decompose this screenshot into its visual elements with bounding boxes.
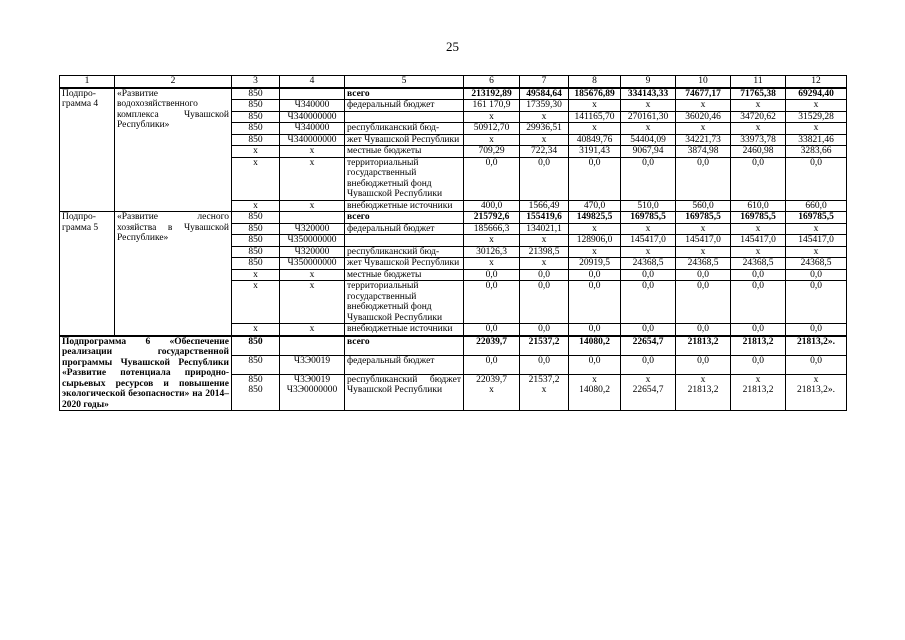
amount-cell: x [621, 246, 676, 258]
subprogram-number-line: Подпро- [62, 212, 96, 222]
column-number: 12 [786, 76, 847, 88]
grbs-code: 850 [232, 336, 280, 356]
funding-source [345, 111, 464, 123]
subprogram-number-line: Подпро- [62, 88, 96, 99]
amount-cell: 213192,89 [464, 88, 520, 100]
amount-cell: 3191,43 [569, 146, 621, 158]
funding-source: федеральный бюджет [345, 100, 464, 112]
amount-cell: 0,0 [621, 324, 676, 336]
amount-cell: 145417,0 [786, 235, 847, 247]
amount-cell: 0,0 [786, 281, 847, 324]
amount-cell: 334143,33 [621, 88, 676, 100]
budget-classification-code: Ч320000 [280, 246, 345, 258]
budget-classification-code: x [280, 157, 345, 200]
amount-cell: x [731, 246, 786, 258]
column-number-row [60, 76, 847, 88]
amount-cell: 71765,38 [731, 88, 786, 100]
amount-cell: x [569, 100, 621, 112]
amount-cell: 215792,6 [464, 212, 520, 224]
amount-cell: 30126,3 [464, 246, 520, 258]
amount-cell-line: 14080,2 [579, 385, 610, 396]
amount-cell: 0,0 [731, 269, 786, 281]
grbs-code: 850 [232, 123, 280, 135]
amount-cell: x [786, 100, 847, 112]
grbs-code: x [232, 157, 280, 200]
amount-cell: 36020,46 [676, 111, 731, 123]
amount-cell: x [569, 246, 621, 258]
amount-cell: x [464, 134, 520, 146]
amount-cell: 145417,0 [731, 235, 786, 247]
amount-cell: 40849,76 [569, 134, 621, 146]
amount-cell: x [520, 235, 569, 247]
amount-cell: x [786, 246, 847, 258]
amount-cell: 24368,5 [676, 258, 731, 270]
amount-cell: 722,34 [520, 146, 569, 158]
amount-cell-line: x [541, 385, 547, 396]
column-number: 8 [569, 76, 621, 88]
amount-cell: x [569, 223, 621, 235]
amount-cell: 21398,5 [520, 246, 569, 258]
amount-cell: 560,0 [676, 200, 731, 212]
amount-cell: 0,0 [569, 355, 621, 374]
amount-cell: 74677,17 [676, 88, 731, 100]
amount-cell: 128906,0 [569, 235, 621, 247]
column-number: 4 [280, 76, 345, 88]
funding-source: федеральный бюджет [345, 355, 464, 374]
budget-table-body [60, 76, 847, 411]
amount-cell: 1566,49 [520, 200, 569, 212]
amount-cell: 149825,5 [569, 212, 621, 224]
amount-cell: x [464, 258, 520, 270]
column-number: 2 [115, 76, 232, 88]
budget-classification-code: Ч320000 [280, 223, 345, 235]
amount-cell: 0,0 [786, 355, 847, 374]
amount-cell: 69294,40 [786, 88, 847, 100]
amount-cell: 33821,46 [786, 134, 847, 146]
amount-cell: x [676, 100, 731, 112]
amount-cell-line: x [813, 374, 819, 385]
amount-cell: 169785,5 [786, 212, 847, 224]
funding-source: местные бюджеты [345, 269, 464, 281]
amount-cell: 660,0 [786, 200, 847, 212]
amount-cell: 0,0 [786, 269, 847, 281]
amount-cell: 22039,7 [464, 336, 520, 356]
amount-cell [676, 374, 731, 410]
amount-cell: 2460,98 [731, 146, 786, 158]
amount-cell: 145417,0 [621, 235, 676, 247]
amount-cell: 0,0 [731, 157, 786, 200]
subprogram-title: «Развитие лесного хозяйства в Чувашской Республике» [115, 212, 232, 336]
amount-cell: x [621, 123, 676, 135]
amount-cell-line: x [700, 374, 706, 385]
budget-classification-code: x [280, 200, 345, 212]
column-number: 9 [621, 76, 676, 88]
amount-cell: 14080,2 [569, 336, 621, 356]
amount-cell: x [676, 223, 731, 235]
amount-cell: 29936,51 [520, 123, 569, 135]
amount-cell: 400,0 [464, 200, 520, 212]
amount-cell: x [676, 246, 731, 258]
amount-cell: 0,0 [464, 269, 520, 281]
amount-cell-line: 21537,2 [528, 374, 560, 385]
budget-classification-code [280, 212, 345, 224]
funding-source: республиканский бюд- [345, 246, 464, 258]
amount-cell: 0,0 [520, 355, 569, 374]
amount-cell: 34221,73 [676, 134, 731, 146]
amount-cell: 141165,70 [569, 111, 621, 123]
funding-source: территориальный государственный внебюджетный фонд Чувашской Республики [345, 281, 464, 324]
amount-cell: 470,0 [569, 200, 621, 212]
grbs-code-line: 850 [248, 374, 263, 385]
page-number: 25 [446, 39, 459, 54]
amount-cell: x [520, 258, 569, 270]
grbs-code-line: 850 [248, 385, 263, 396]
amount-cell: 31529,28 [786, 111, 847, 123]
budget-classification-code-line: Ч3Э0000000 [286, 385, 338, 396]
grbs-code: 850 [232, 111, 280, 123]
amount-cell: 161 170,9 [464, 100, 520, 112]
grbs-code: x [232, 281, 280, 324]
budget-classification-code: Ч340000000 [280, 134, 345, 146]
amount-cell: 0,0 [676, 355, 731, 374]
amount-cell: x [621, 100, 676, 112]
budget-classification-code [280, 88, 345, 100]
grbs-code: 850 [232, 100, 280, 112]
budget-classification-code: x [280, 269, 345, 281]
funding-source: всего [345, 336, 464, 356]
amount-cell: 185666,3 [464, 223, 520, 235]
budget-classification-code: Ч340000 [280, 123, 345, 135]
amount-cell: 0,0 [569, 157, 621, 200]
column-number: 11 [731, 76, 786, 88]
subprogram-number-cell [60, 212, 115, 336]
amount-cell: 21813,2». [786, 336, 847, 356]
column-number: 6 [464, 76, 520, 88]
amount-cell: 17359,30 [520, 100, 569, 112]
amount-cell: 22654,7 [621, 336, 676, 356]
amount-cell: x [569, 123, 621, 135]
amount-cell: 24368,5 [731, 258, 786, 270]
amount-cell: 0,0 [676, 269, 731, 281]
amount-cell-line: 21813,2 [687, 385, 719, 396]
amount-cell: 34720,62 [731, 111, 786, 123]
amount-cell: 0,0 [569, 281, 621, 324]
amount-cell: 610,0 [731, 200, 786, 212]
amount-cell: 3283,66 [786, 146, 847, 158]
amount-cell: 21813,2 [676, 336, 731, 356]
amount-cell-line: 21813,2». [797, 385, 835, 396]
amount-cell: 0,0 [621, 355, 676, 374]
funding-source [345, 235, 464, 247]
amount-cell: 0,0 [676, 281, 731, 324]
budget-classification-code-line: Ч3Э0019 [293, 374, 331, 385]
amount-cell: 510,0 [621, 200, 676, 212]
table-row [60, 88, 847, 100]
grbs-code: 850 [232, 246, 280, 258]
amount-cell: 24368,5 [621, 258, 676, 270]
amount-cell: x [786, 223, 847, 235]
grbs-code: x [232, 146, 280, 158]
amount-cell: 0,0 [520, 281, 569, 324]
amount-cell: x [676, 123, 731, 135]
amount-cell: 0,0 [520, 324, 569, 336]
amount-cell [464, 374, 520, 410]
grbs-code: x [232, 269, 280, 281]
funding-source: федеральный бюджет [345, 223, 464, 235]
budget-classification-code: Ч3Э0019 [280, 355, 345, 374]
column-number: 5 [345, 76, 464, 88]
funding-source: республиканский бюджет Чувашской Республики [345, 374, 464, 410]
amount-cell: 20919,5 [569, 258, 621, 270]
amount-cell: 0,0 [676, 157, 731, 200]
amount-cell [569, 374, 621, 410]
amount-cell: 185676,89 [569, 88, 621, 100]
amount-cell: 0,0 [621, 157, 676, 200]
grbs-code: 850 [232, 223, 280, 235]
amount-cell: 0,0 [786, 157, 847, 200]
amount-cell: 0,0 [569, 324, 621, 336]
amount-cell: x [786, 123, 847, 135]
grbs-code: 850 [232, 258, 280, 270]
table-row [60, 336, 847, 356]
budget-table [59, 75, 847, 411]
budget-classification-code: Ч350000000 [280, 258, 345, 270]
amount-cell: 0,0 [786, 324, 847, 336]
subprogram-6-title: Подпрограмма 6 «Обеспечение реализации государственной программы Чувашской Республики «Развитие потенциала природно-сырьевых ресурсов и повышение экологической безопасности» на 2014–2020 годы» [60, 336, 232, 411]
amount-cell: x [520, 134, 569, 146]
amount-cell: 134021,1 [520, 223, 569, 235]
budget-classification-code: Ч350000000 [280, 235, 345, 247]
grbs-code [232, 374, 280, 410]
budget-classification-code: x [280, 281, 345, 324]
grbs-code: x [232, 324, 280, 336]
amount-cell: x [731, 100, 786, 112]
funding-source: территориальный государственный внебюджетный фонд Чувашской Республики [345, 157, 464, 200]
subprogram-number-line: грамма 5 [62, 222, 99, 233]
funding-source: республиканский бюд- [345, 123, 464, 135]
amount-cell-line: x [645, 374, 651, 385]
amount-cell [520, 374, 569, 410]
column-number: 1 [60, 76, 115, 88]
amount-cell: 3874,98 [676, 146, 731, 158]
amount-cell: 0,0 [621, 269, 676, 281]
budget-classification-code [280, 374, 345, 410]
subprogram-title: «Развитие водохозяйственного комплекса Чувашской Республики» [115, 88, 232, 212]
amount-cell: x [464, 235, 520, 247]
amount-cell [786, 374, 847, 410]
amount-cell: 49584,64 [520, 88, 569, 100]
grbs-code: 850 [232, 134, 280, 146]
amount-cell: 709,29 [464, 146, 520, 158]
column-number: 3 [232, 76, 280, 88]
amount-cell: 9067,94 [621, 146, 676, 158]
funding-source: местные бюджеты [345, 146, 464, 158]
amount-cell: 54404,09 [621, 134, 676, 146]
amount-cell-line: 22654,7 [632, 385, 664, 396]
amount-cell: x [464, 111, 520, 123]
amount-cell: 0,0 [731, 281, 786, 324]
amount-cell: 0,0 [731, 355, 786, 374]
budget-classification-code: x [280, 324, 345, 336]
amount-cell: 0,0 [464, 157, 520, 200]
amount-cell: 0,0 [621, 281, 676, 324]
amount-cell-line: 22039,7 [476, 374, 507, 385]
subprogram-number-line: грамма 4 [62, 99, 99, 109]
budget-classification-code [280, 336, 345, 356]
amount-cell: 0,0 [569, 269, 621, 281]
funding-source: внебюджетные источники [345, 324, 464, 336]
grbs-code: 850 [232, 235, 280, 247]
grbs-code: 850 [232, 88, 280, 100]
amount-cell [731, 374, 786, 410]
amount-cell-line: x [489, 385, 494, 396]
amount-cell: 24368,5 [786, 258, 847, 270]
amount-cell: 0,0 [520, 269, 569, 281]
amount-cell: 33973,78 [731, 134, 786, 146]
amount-cell: x [520, 111, 569, 123]
amount-cell-line: 21813,2 [742, 385, 774, 396]
amount-cell: 0,0 [676, 324, 731, 336]
amount-cell: 50912,70 [464, 123, 520, 135]
amount-cell: 155419,6 [520, 212, 569, 224]
table-row [60, 212, 847, 224]
column-number: 10 [676, 76, 731, 88]
budget-classification-code: x [280, 146, 345, 158]
amount-cell: 169785,5 [676, 212, 731, 224]
amount-cell: 0,0 [731, 324, 786, 336]
grbs-code: 850 [232, 355, 280, 374]
amount-cell: 0,0 [464, 324, 520, 336]
amount-cell-line: x [592, 374, 597, 385]
amount-cell [621, 374, 676, 410]
amount-cell: 270161,30 [621, 111, 676, 123]
amount-cell: x [621, 223, 676, 235]
grbs-code: 850 [232, 212, 280, 224]
amount-cell: 0,0 [520, 157, 569, 200]
amount-cell: 0,0 [464, 281, 520, 324]
funding-source: жет Чувашской Республики [345, 134, 464, 146]
amount-cell: 169785,5 [621, 212, 676, 224]
amount-cell: 169785,5 [731, 212, 786, 224]
funding-source: всего [345, 88, 464, 100]
funding-source: всего [345, 212, 464, 224]
amount-cell: x [731, 223, 786, 235]
funding-source: внебюджетные источники [345, 200, 464, 212]
amount-cell: 145417,0 [676, 235, 731, 247]
amount-cell: x [731, 123, 786, 135]
amount-cell-line: x [755, 374, 761, 385]
amount-cell: 21813,2 [731, 336, 786, 356]
column-number: 7 [520, 76, 569, 88]
budget-classification-code: Ч340000 [280, 100, 345, 112]
budget-classification-code: Ч340000000 [280, 111, 345, 123]
amount-cell: 0,0 [464, 355, 520, 374]
grbs-code: x [232, 200, 280, 212]
funding-source: жет Чувашской Республики [345, 258, 464, 270]
subprogram-number-cell [60, 88, 115, 212]
amount-cell: 21537,2 [520, 336, 569, 356]
